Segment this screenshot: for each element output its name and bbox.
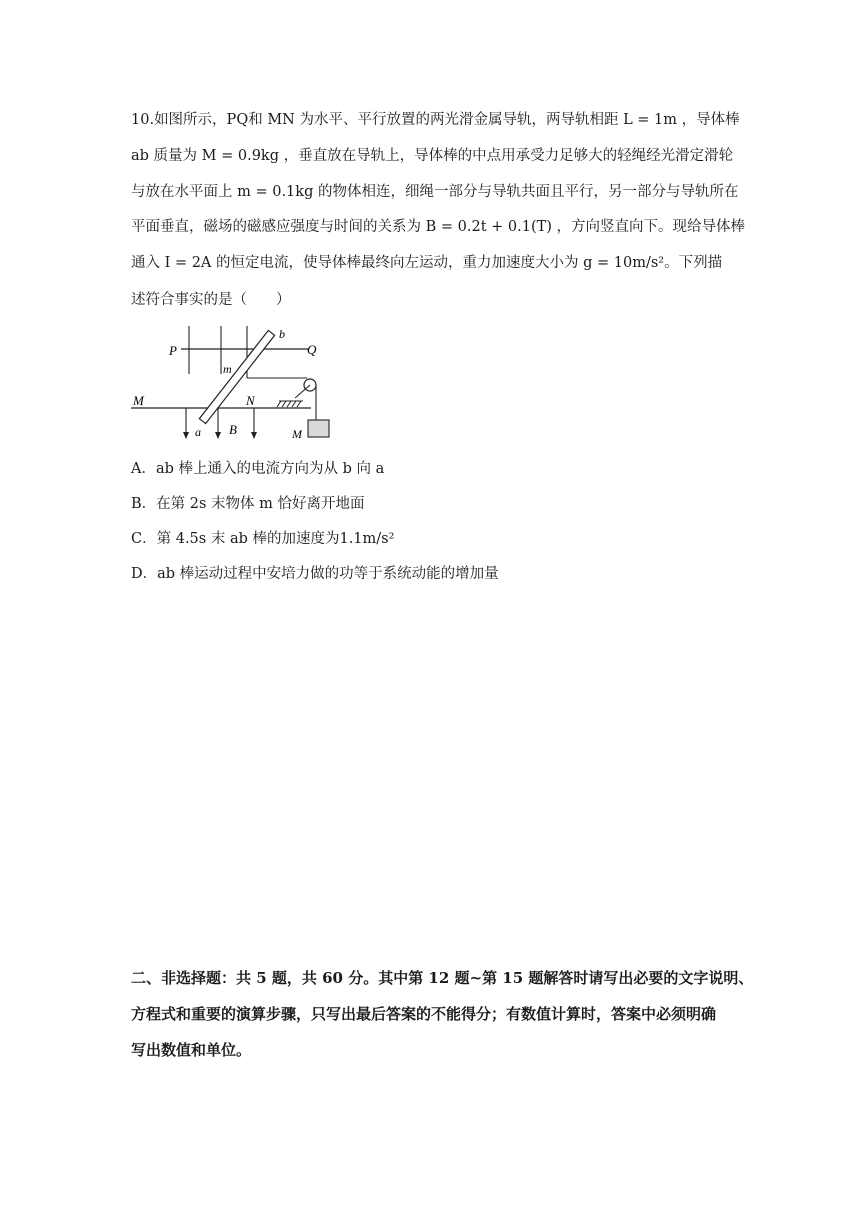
label-n: N: [246, 393, 255, 408]
label-m-rail: M: [133, 393, 144, 408]
option-letter: C．: [131, 531, 157, 547]
option-text: ab 棒上通入的电流方向为从 b 向 a: [155, 461, 385, 477]
option-b: [131, 494, 751, 514]
option-text: 第 4.5s 末 ab 棒的加速度为1.1m/s²: [156, 531, 395, 547]
question-10-line-3: 与放在水平面上 m = 0.1kg 的物体相连，细绳一部分与导轨共面且平行，另一部分与导轨所在: [131, 184, 739, 200]
section-2-line-3: 写出数值和单位。: [131, 1041, 252, 1059]
option-text: ab 棒运动过程中安培力做的功等于系统动能的增加量: [157, 566, 499, 582]
question-10-line-6: 述符合事实的是（ ）: [131, 292, 291, 308]
question-10-line-2: ab 质量为 M = 0.9kg ，垂直放在导轨上，导体棒的中点用承受力足够大的轻绳经光滑定滑轮: [131, 148, 734, 164]
option-a: [131, 459, 751, 479]
option-letter: B．: [131, 496, 157, 512]
question-10-line-4: 平面垂直，磁场的磁感应强度与时间的关系为 B = 0.2t + 0.1(T) ，方向竖直向下。现给导体棒: [131, 219, 746, 235]
option-d: [131, 564, 751, 584]
section-2-line-1: 二、非选择题：共 5 题，共 60 分。其中第 12 题~第 15 题解答时请写出必要的文字说明、: [131, 969, 754, 987]
question-10-line-1: [131, 110, 751, 130]
conductor-bar-ab: [199, 330, 274, 423]
option-c: [131, 529, 751, 549]
section-2-line-2: 方程式和重要的演算步骤，只写出最后答案的不能得分；有数值计算时，答案中必须明确: [131, 1005, 717, 1023]
label-field-b: B: [229, 422, 237, 437]
label-q: Q: [307, 342, 317, 357]
block-m: [308, 420, 329, 437]
question-number: 10.: [131, 112, 155, 128]
label-b: b: [279, 327, 285, 341]
option-letter: D．: [131, 566, 158, 582]
option-letter: A．: [131, 461, 156, 477]
question-text: 如图所示，PQ和 MN 为水平、平行放置的两光滑金属导轨，两导轨相距 L = 1m ，导体棒: [154, 112, 740, 128]
question-10-line-5: 通入 I = 2A 的恒定电流，使导体棒最终向左运动，重力加速度大小为 g = 10m/s²。下列描: [131, 255, 723, 271]
label-m-block: M: [292, 427, 302, 441]
label-a: a: [195, 425, 201, 439]
rail-diagram: [131, 322, 346, 448]
label-m-small: m: [223, 362, 232, 376]
label-p: P: [169, 343, 177, 358]
option-text: 在第 2s 末物体 m 恰好离开地面: [156, 496, 365, 512]
